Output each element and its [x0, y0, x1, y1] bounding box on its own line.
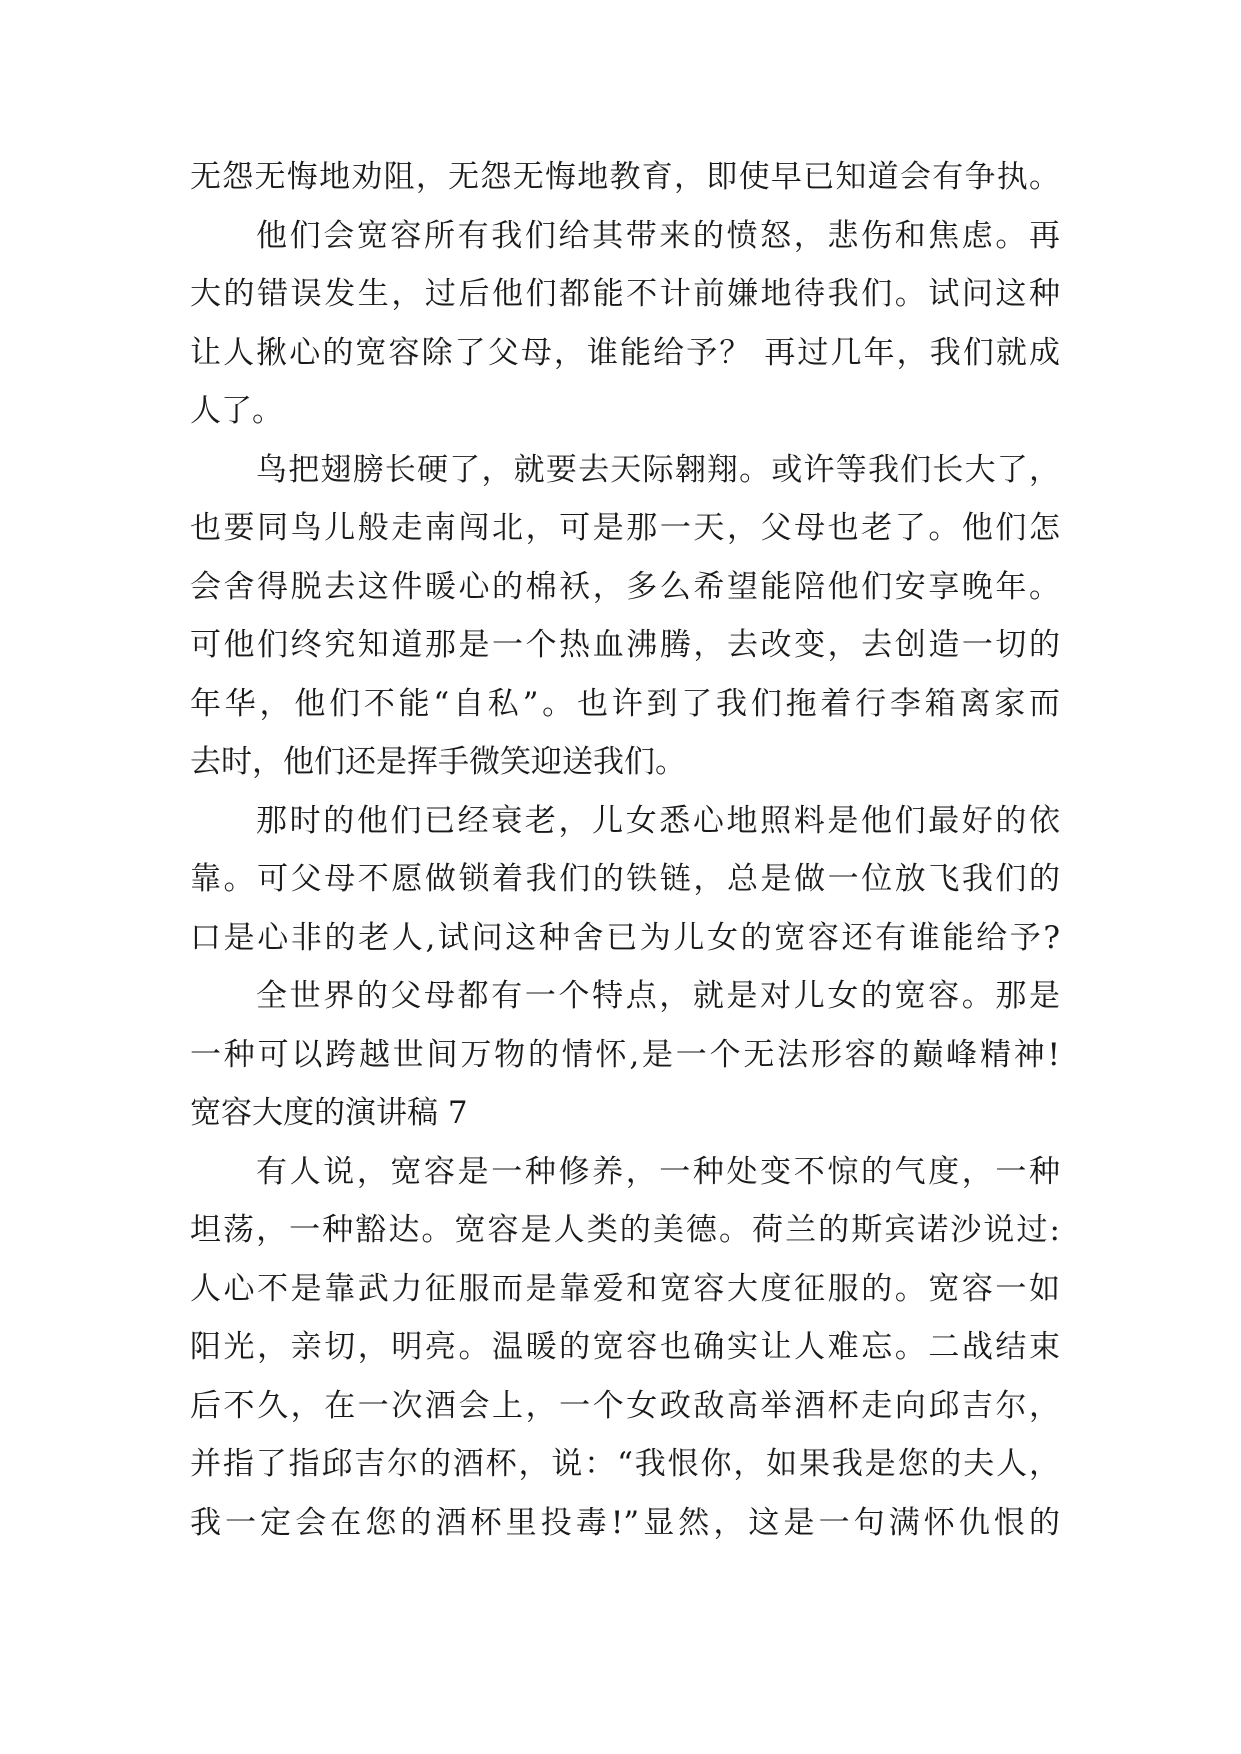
- text-line: 后不久，在一次酒会上，一个女政敌高举酒杯走向邱吉尔，: [190, 1388, 1060, 1424]
- text-line: 也要同鸟儿般走南闯北，可是那一天，父母也老了。他们怎: [190, 510, 1060, 546]
- text-line: 人心不是靠武力征服而是靠爱和宽容大度征服的。宽容一如: [190, 1271, 1060, 1307]
- text-line: 无怨无悔地劝阻，无怨无悔地教育，即使早已知道会有争执。: [190, 159, 1060, 195]
- text-line: 有人说，宽容是一种修养，一种处变不惊的气度，一种: [256, 1154, 1060, 1190]
- text-line: 一种可以跨越世间万物的情怀,是一个无法形容的巅峰精神!: [190, 1037, 1060, 1073]
- text-line: 去时，他们还是挥手微笑迎送我们。: [190, 744, 686, 780]
- text-line: 他们会宽容所有我们给其带来的愤怒，悲伤和焦虑。再: [256, 218, 1060, 254]
- text-line: 让人揪心的宽容除了父母，谁能给予？ 再过几年，我们就成: [190, 335, 1060, 371]
- text-line: 那时的他们已经衰老，儿女悉心地照料是他们最好的依: [256, 803, 1060, 839]
- text-line: 坦荡，一种豁达。宽容是人类的美德。荷兰的斯宾诺沙说过:: [190, 1212, 1060, 1248]
- section-heading: 宽容大度的演讲稿 7: [190, 1095, 468, 1131]
- text-line: 可他们终究知道那是一个热血沸腾，去改变，去创造一切的: [190, 627, 1060, 663]
- text-line: 人了。: [190, 393, 283, 429]
- text-line: 靠。可父母不愿做锁着我们的铁链，总是做一位放飞我们的: [190, 861, 1060, 897]
- text-line: 并指了指邱吉尔的酒杯，说：“我恨你，如果我是您的夫人，: [190, 1446, 1060, 1482]
- text-line: 阳光，亲切，明亮。温暖的宽容也确实让人难忘。二战结束: [190, 1329, 1060, 1365]
- text-line: 全世界的父母都有一个特点，就是对儿女的宽容。那是: [256, 978, 1060, 1014]
- text-line: 我一定会在您的酒杯里投毒!”显然，这是一句满怀仇恨的: [190, 1505, 1060, 1541]
- text-line: 会舍得脱去这件暖心的棉袄，多么希望能陪他们安享晚年。: [190, 569, 1060, 605]
- text-line: 口是心非的老人,试问这种舍已为儿女的宽容还有谁能给予?: [190, 920, 1060, 956]
- text-line: 年华，他们不能“自私”。也许到了我们拖着行李箱离家而: [190, 686, 1060, 722]
- text-line: 鸟把翅膀长硬了，就要去天际翱翔。或许等我们长大了，: [256, 452, 1060, 488]
- text-line: 大的错误发生，过后他们都能不计前嫌地待我们。试问这种: [190, 276, 1060, 312]
